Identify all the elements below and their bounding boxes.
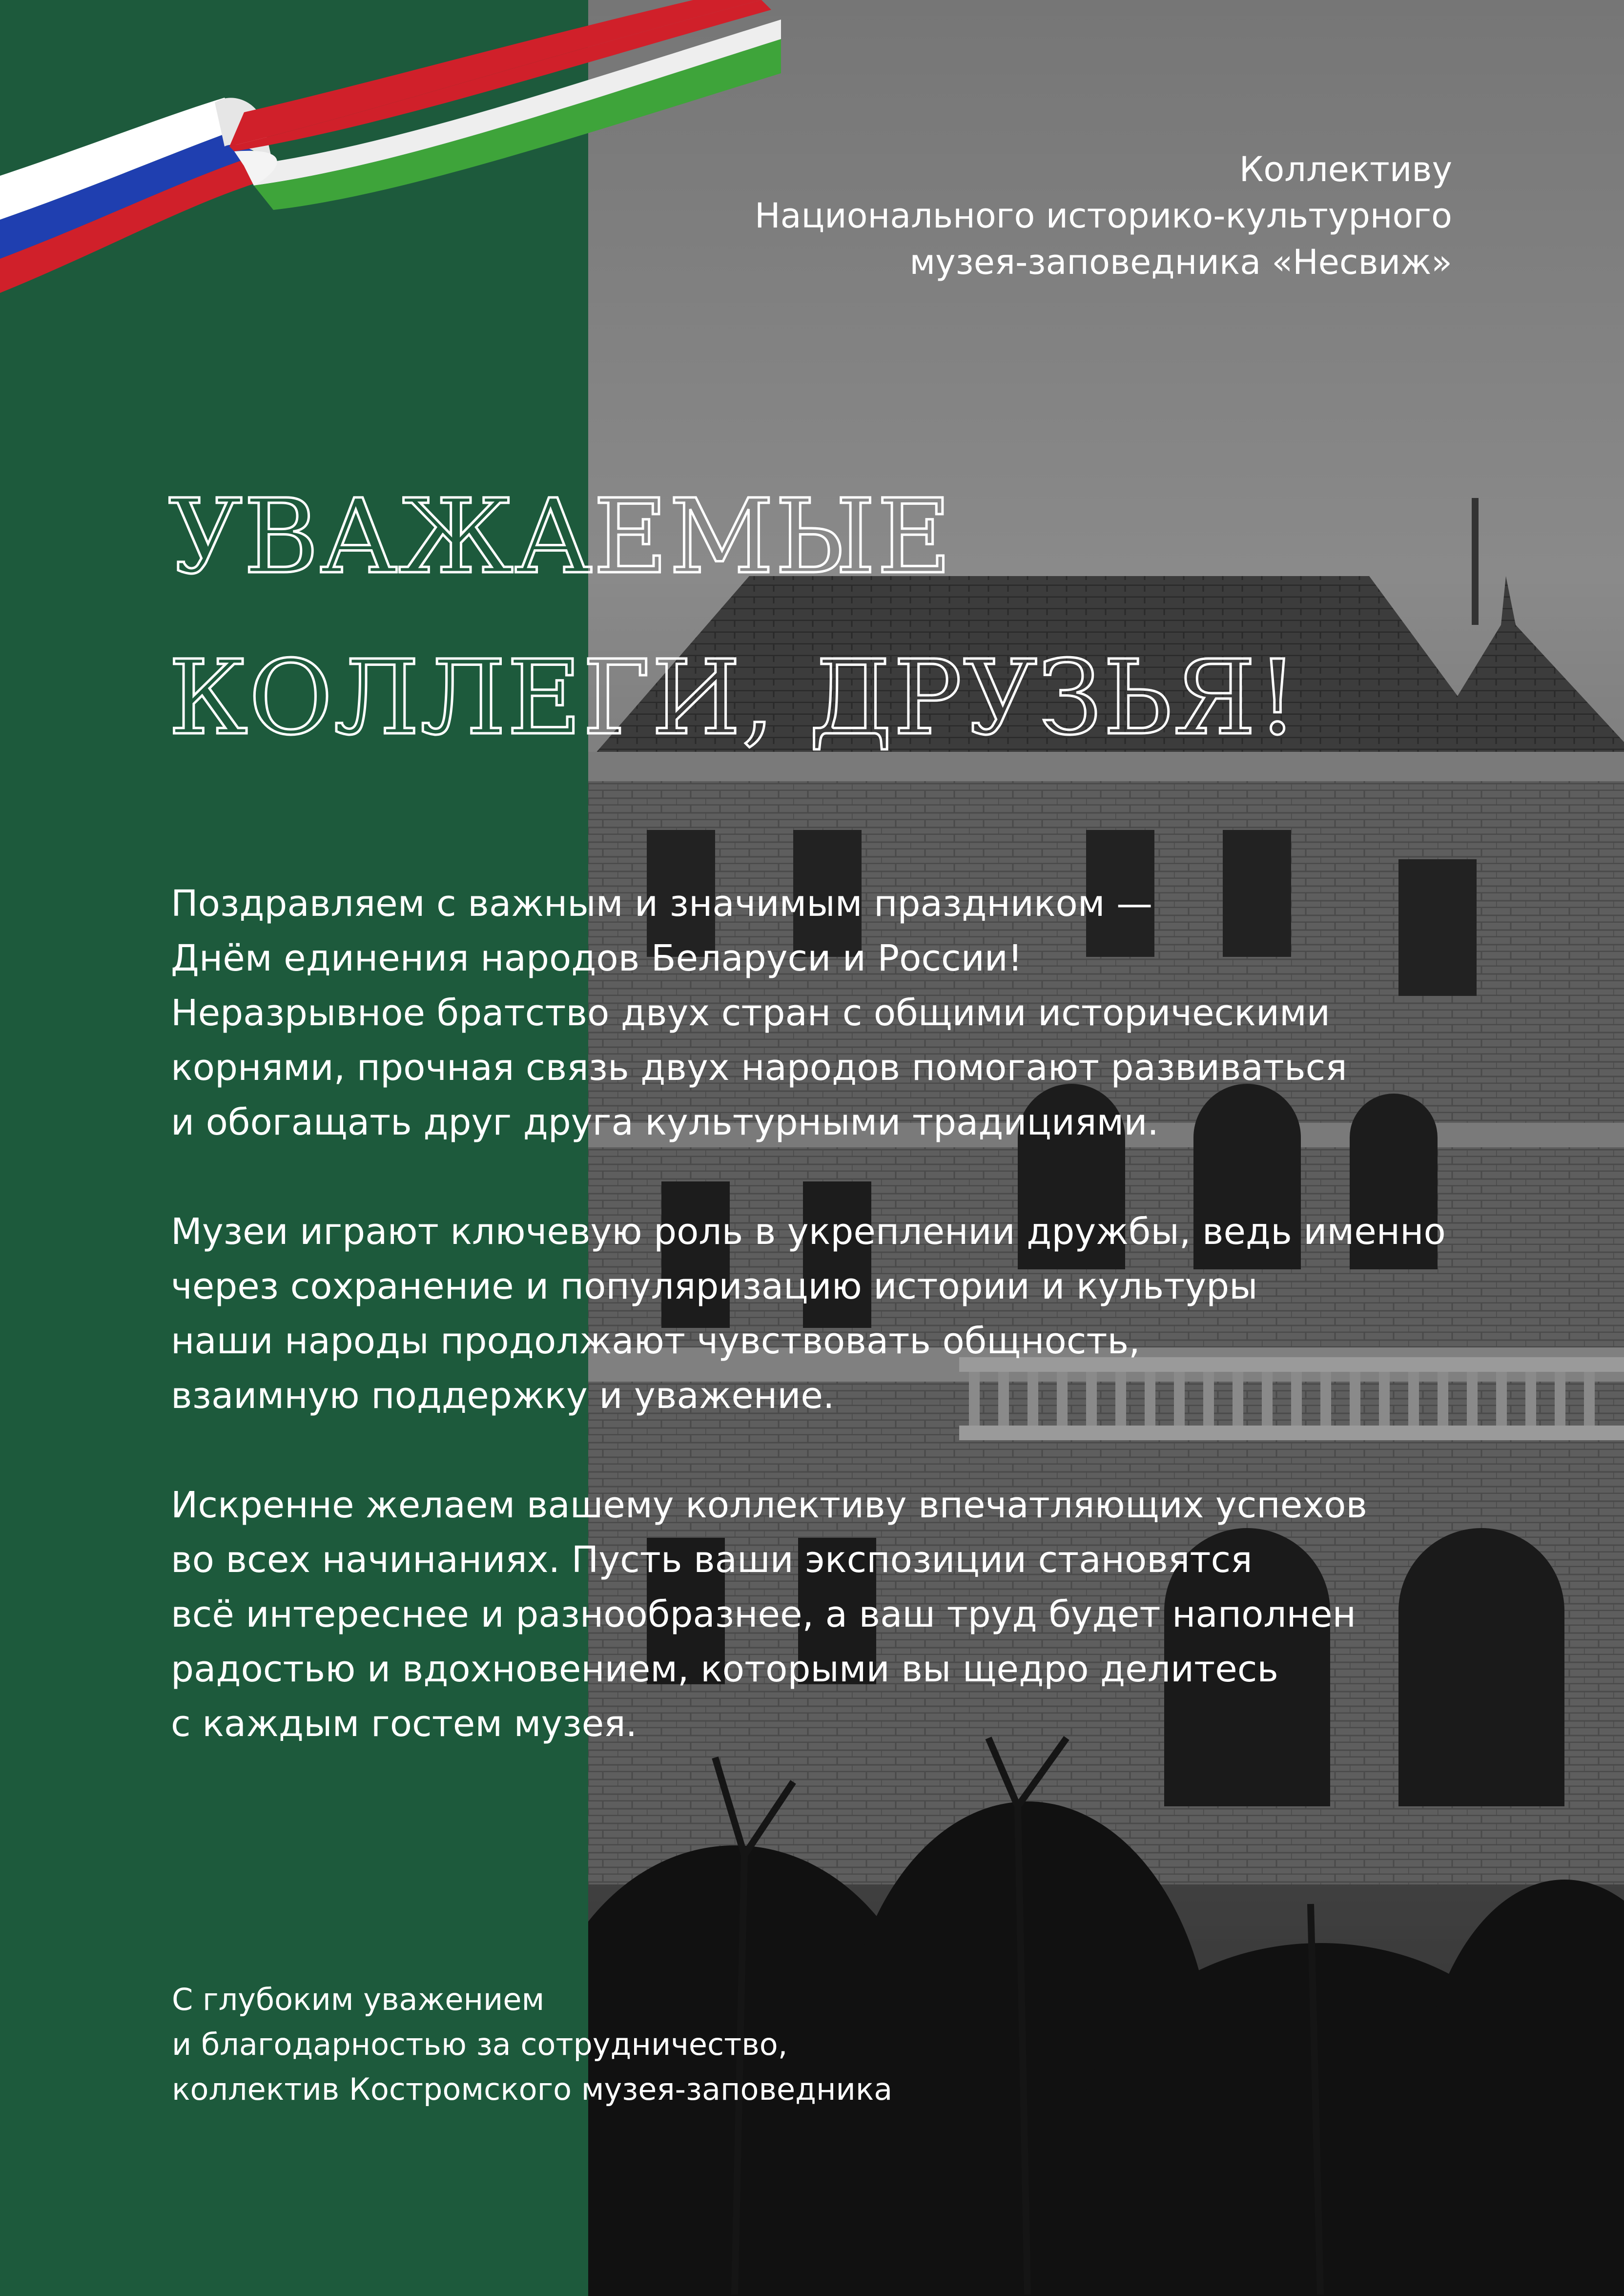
text-line: Поздравляем с важным и значимым праздником — — [171, 883, 1153, 925]
greeting-body — [171, 876, 1586, 1806]
text-line: взаимную поддержку и уважение. — [171, 1375, 835, 1417]
text-line: Искренне желаем вашему коллективу впечатляющих успехов — [171, 1484, 1367, 1526]
headline-line: УВАЖАЕМЫЕ — [168, 477, 953, 597]
text-line: корнями, прочная связь двух народов помогают развиваться — [171, 1047, 1347, 1089]
text-line: Музеи играют ключевую роль в укреплении дружбы, ведь именно — [171, 1211, 1446, 1253]
text-line: через сохранение и популяризацию истории и культуры — [171, 1265, 1258, 1307]
signature-block — [172, 1977, 1050, 2112]
text-line: наши народы продолжают чувствовать общность, — [171, 1320, 1140, 1362]
signature-line: коллектив Костромского музея-заповедника — [172, 2071, 893, 2107]
paragraph — [171, 876, 1586, 1150]
text-line: с каждым гостем музея. — [171, 1703, 637, 1745]
text-line: всё интереснее и разнообразнее, а ваш труд будет наполнен — [171, 1593, 1356, 1635]
addressee-line: Коллективу — [1239, 149, 1452, 189]
text-line: во всех начинаниях. Пусть ваши экспозиции становятся — [171, 1539, 1253, 1581]
addressee-line: Национального историко-культурного — [754, 196, 1452, 236]
text-line: и обогащать друг друга культурными традициями. — [171, 1101, 1159, 1143]
text-line: Днём единения народов Беларуси и России! — [171, 937, 1023, 979]
headline-line: КОЛЛЕГИ, ДРУЗЬЯ! — [168, 638, 1299, 758]
signature-line: и благодарностью за сотрудничество, — [172, 2027, 788, 2062]
paragraph — [171, 1204, 1586, 1423]
addressee-line: музея-заповедника «Несвиж» — [909, 242, 1452, 282]
addressee-block — [574, 146, 1452, 286]
text-line: Неразрывное братство двух стран с общими историческими — [171, 992, 1330, 1034]
headline — [168, 456, 1340, 779]
text-line: радостью и вдохновением, которыми вы щедро делитесь — [171, 1648, 1279, 1690]
signature-line: С глубоким уважением — [172, 1982, 545, 2017]
paragraph — [171, 1478, 1586, 1751]
